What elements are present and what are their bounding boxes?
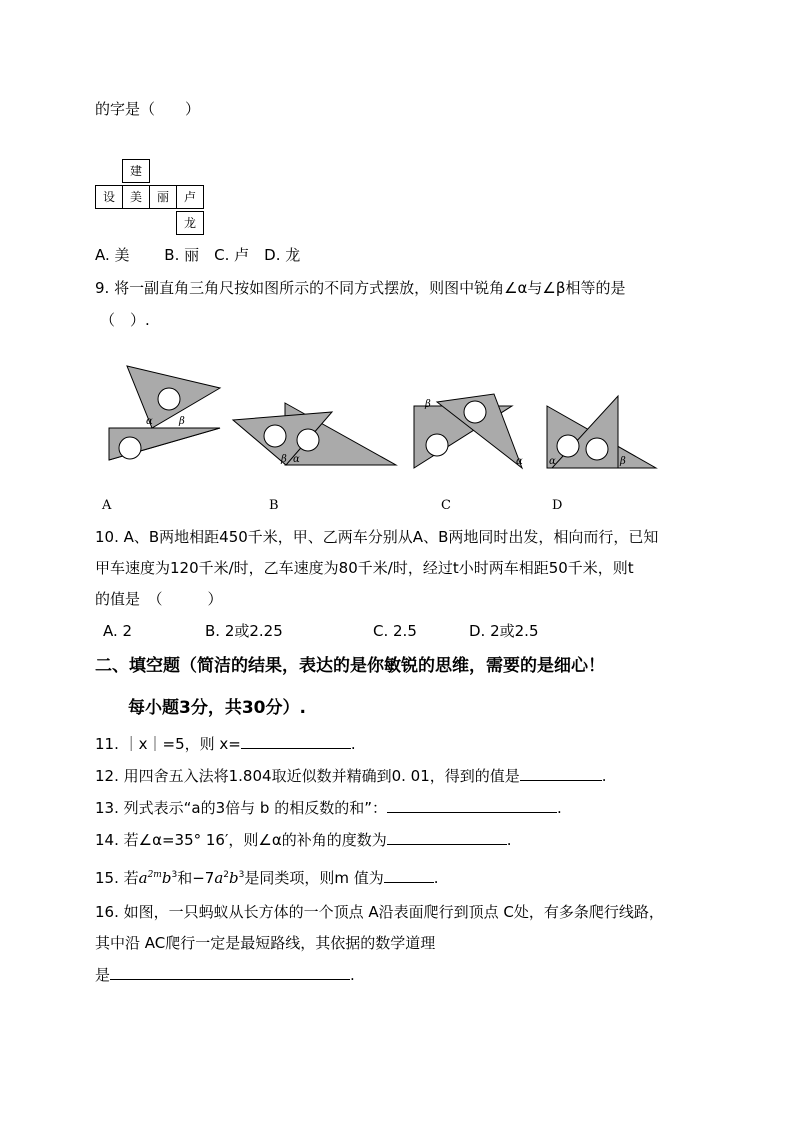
q14-text: 14. 若∠α=35° 16′，则∠α的补角的度数为 [95, 831, 387, 849]
q9-stem: 9. 将一副直角三角尺按如图所示的不同方式摆放，则图中锐角∠α与∠β相等的是 [95, 279, 626, 297]
q10-option-d: D. 2或2.5 [469, 622, 539, 640]
figure-a-alpha: α [146, 416, 153, 427]
q11-text: 11. ｜x｜=5，则 x= [95, 735, 241, 753]
q15: 15. 若$a^{2m}b^3$和$-7a^2b^3$是同类项，则m 值为 . [95, 869, 439, 887]
triangle-rulers-figure [100, 358, 670, 518]
figure-d-alpha: α [549, 456, 556, 467]
q9-stem-tail: （ ）. [100, 311, 150, 329]
q16-answer-blank[interactable] [110, 965, 350, 980]
figure-d-hole-1 [557, 435, 579, 457]
q8-stem-tail: 的字是（ ） [95, 100, 201, 118]
q15-answer-blank[interactable] [384, 868, 434, 883]
q13-answer-blank[interactable] [387, 798, 557, 813]
q8-options: A. 美 B. 丽 C. 卢 D. 龙 [95, 246, 301, 264]
figure-c-alpha: α [516, 456, 523, 467]
figure-b-beta: β [281, 454, 287, 465]
q10-option-a: A. 2 [103, 622, 133, 640]
figure-c-hole-1 [464, 401, 486, 423]
figure-a-hole-2 [119, 437, 141, 459]
q12: 12. 用四舍五入法将1.804取近似数并精确到0. 01，得到的值是 . [95, 767, 607, 785]
q11-answer-blank[interactable] [241, 734, 351, 749]
q12-answer-blank[interactable] [520, 766, 602, 781]
cube-face: 设 [95, 185, 123, 209]
q11: 11. ｜x｜=5，则 x= . [95, 735, 356, 753]
figure-a-beta: β [179, 416, 185, 427]
figure-label-a: A [102, 498, 112, 513]
cube-face: 建 [122, 159, 150, 183]
q10-line1: 10. A、B两地相距450千米，甲、乙两车分别从A、B两地同时出发，相向而行，已知 [95, 528, 659, 546]
section-2-subtitle: 每小题3分，共30分）. [128, 698, 306, 718]
figure-b-alpha: α [293, 454, 300, 465]
figure-d-hole-2 [586, 438, 608, 460]
q10-line2: 甲车速度为120千米/时，乙车速度为80千米/时，经过t小时两车相距50千米，则t [95, 559, 634, 577]
figure-b-hole-2 [264, 425, 286, 447]
q10-option-c: C. 2.5 [373, 622, 417, 640]
figure-label-d: D [552, 498, 563, 513]
q16-line1: 16. 如图，一只蚂蚁从长方体的一个顶点 A沿表面爬行到顶点 C处，有多条爬行线路， [95, 903, 664, 921]
cube-face: 卢 [176, 185, 204, 209]
figure-c-hole-2 [426, 434, 448, 456]
q13-text: 13. 列式表示“a的3倍与 b 的相反数的和”： [95, 799, 387, 817]
q13: 13. 列式表示“a的3倍与 b 的相反数的和”： . [95, 799, 562, 817]
figure-a-hole-1 [158, 388, 180, 410]
q12-text: 12. 用四舍五入法将1.804取近似数并精确到0. 01，得到的值是 [95, 767, 520, 785]
cube-face: 美 [122, 185, 150, 209]
q14: 14. 若∠α=35° 16′，则∠α的补角的度数为 . [95, 831, 512, 849]
cube-face: 丽 [149, 185, 177, 209]
q10-option-b: B. 2或2.25 [205, 622, 283, 640]
figure-label-c: C [441, 498, 451, 513]
cube-face: 龙 [176, 211, 204, 235]
q16-line2: 其中沿 AC爬行一定是最短路线，其依据的数学道理 [95, 934, 436, 952]
q16-line3: 是 . [95, 966, 355, 984]
figure-b-hole-1 [297, 429, 319, 451]
section-2-title: 二、填空题（简洁的结果，表达的是你敏锐的思维，需要的是细心！ [95, 656, 605, 676]
q14-answer-blank[interactable] [387, 830, 507, 845]
figure-d-beta: β [620, 456, 626, 467]
figure-label-b: B [269, 498, 279, 513]
q10-line3: 的值是 （ ） [95, 590, 223, 608]
figure-c-beta: β [425, 399, 431, 410]
